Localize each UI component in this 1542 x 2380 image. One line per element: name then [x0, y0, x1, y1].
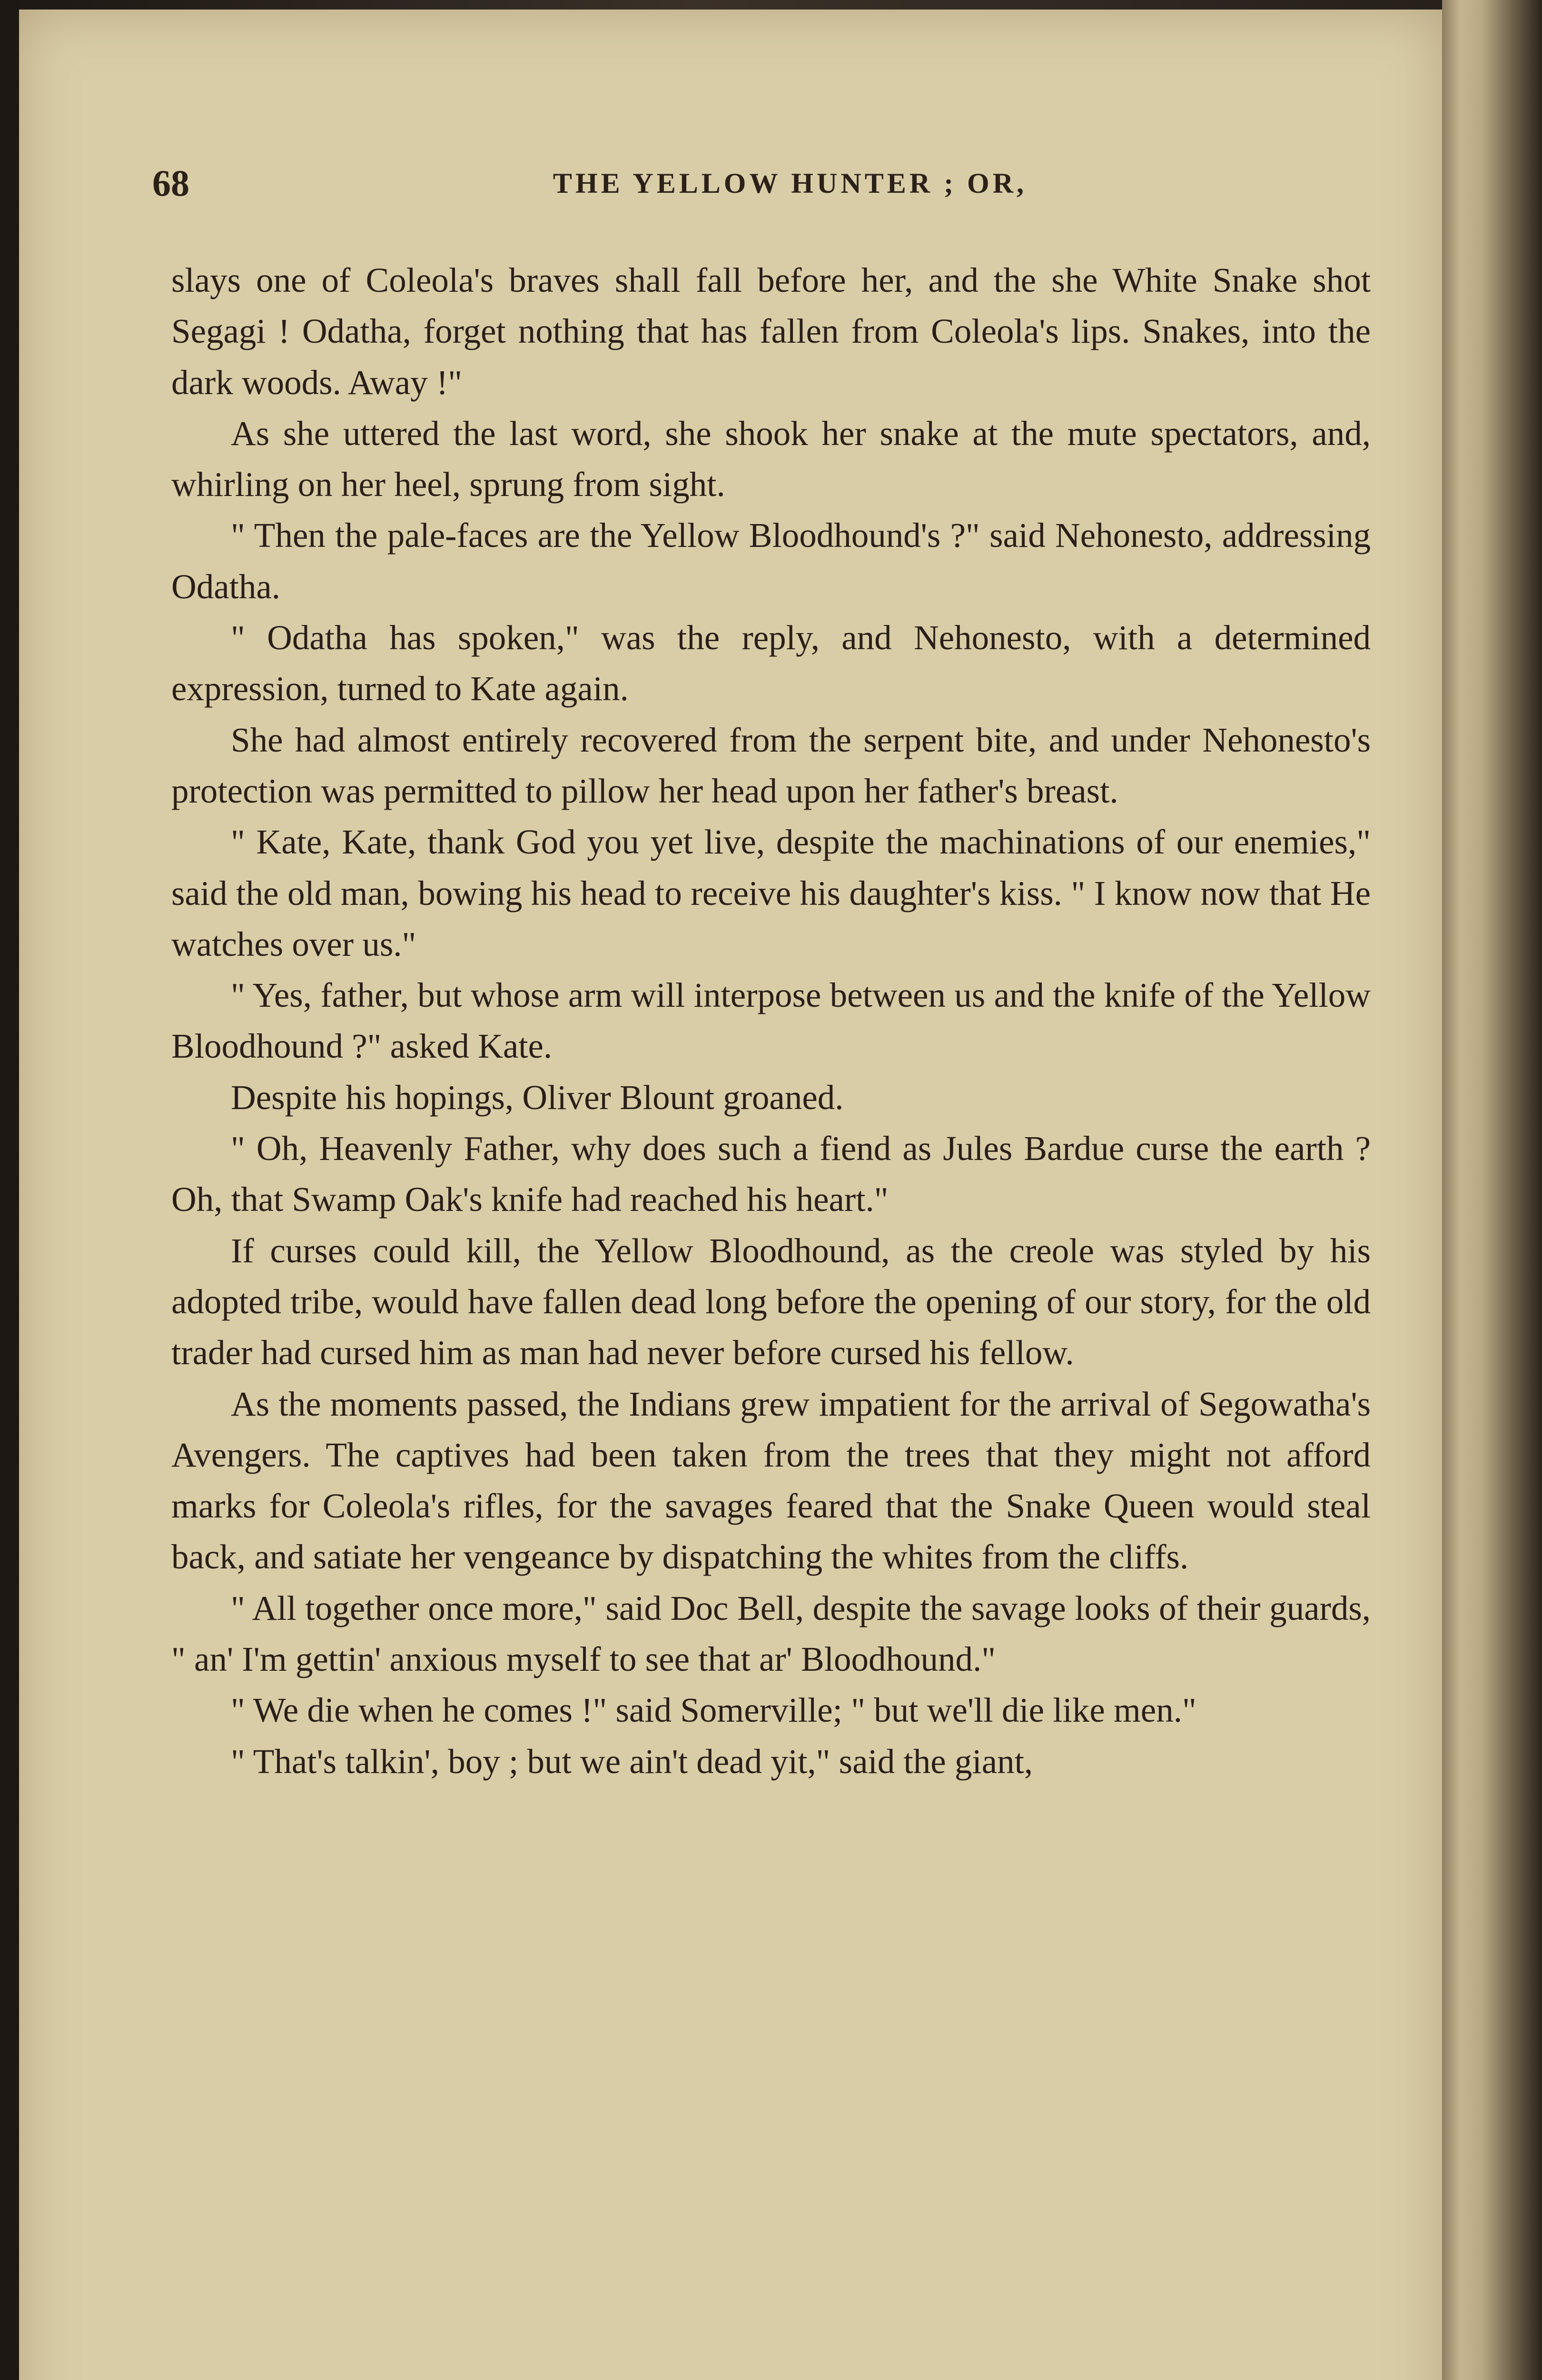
paragraph: Despite his hopings, Oliver Blount groaned. [231, 1078, 844, 1117]
paragraph: " Yes, father, but whose arm will interpose between us and the knife of the Yellow Bloodhound ?" asked Kate. [171, 976, 1371, 1066]
paragraph: " We die when he comes !" said Somerville; " but we'll die like men." [231, 1691, 1196, 1730]
paragraph: As she uttered the last word, she shook her snake at the mute spectators, and, whirling on her heel, sprung from sight. [171, 414, 1371, 504]
body-text [171, 255, 1371, 1787]
paragraph: As the moments passed, the Indians grew impatient for the arrival of Segowatha's Avengers. The captives had been taken from the trees that they might not afford marks for Coleola's rifles, for the savages feared that the Snake Queen would steal back, and satiate her vengeance by dispatching the whites from the cliffs. [171, 1384, 1371, 1577]
paragraph: " Then the pale-faces are the Yellow Bloodhound's ?" said Nehonesto, addressing Odatha. [171, 516, 1371, 606]
page-number: 68 [152, 162, 189, 204]
paragraph: She had almost entirely recovered from the serpent bite, and under Nehonesto's protection was permitted to pillow her head upon her father's breast. [171, 720, 1371, 810]
paragraph: " Kate, Kate, thank God you yet live, despite the machinations of our enemies," said the old man, bowing his head to receive his daughter's kiss. " I know now that He watches over us." [171, 823, 1371, 963]
paragraph: " Oh, Heavenly Father, why does such a fiend as Jules Bardue curse the earth ? Oh, that Swamp Oak's knife had reached his heart." [171, 1129, 1371, 1219]
paragraph: slays one of Coleola's braves shall fall before her, and the she White Snake shot Segagi ! Odatha, forget nothing that has fallen from Coleola's lips. Snakes, into the dark woods. Away !" [171, 261, 1371, 402]
running-title: THE YELLOW HUNTER ; OR, [553, 168, 1028, 199]
paragraph: If curses could kill, the Yellow Bloodhound, as the creole was styled by his adopted tribe, would have fallen dead long before the opening of our story, for the old trader had cursed him as man had never before cursed his fellow. [171, 1231, 1371, 1372]
page-header [152, 155, 1371, 212]
page-edge [1442, 0, 1542, 2380]
paragraph: " All together once more," said Doc Bell, despite the savage looks of their guards, " an' I'm gettin' anxious myself to see that ar' Bloodhound." [171, 1588, 1371, 1679]
paragraph: " That's talkin', boy ; but we ain't dead yit," said the giant, [231, 1742, 1033, 1781]
paragraph: " Odatha has spoken," was the reply, and Nehonesto, with a determined expression, turned to Kate again. [171, 618, 1371, 708]
